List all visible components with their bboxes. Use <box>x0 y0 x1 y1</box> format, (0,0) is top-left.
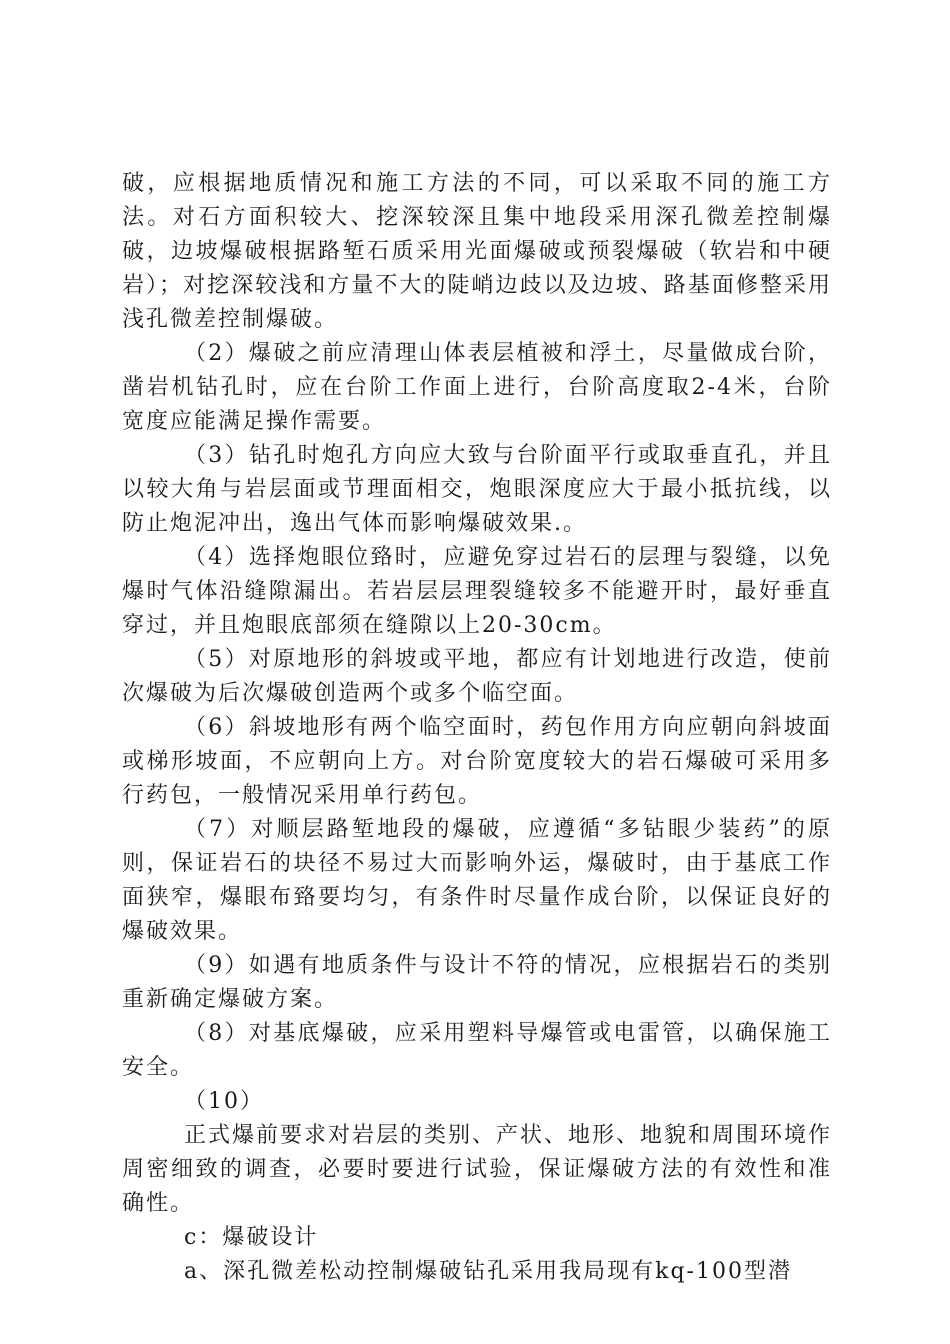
document-body <box>122 167 832 1289</box>
paragraph-item-10-body: 正式爆前要求对岩层的类别、产状、地形、地貌和周围环境作周密细致的调查，必要时要进行试验，保证爆破方法的有效性和准确性。 <box>122 1123 833 1216</box>
paragraph-continuation: 破，应根据地质情况和施工方法的不同，可以采取不同的施工方法。对石方面积较大、挖深较深且集中地段采用深孔微差控制爆破，边坡爆破根据路堑石质采用光面爆破或预裂爆破（软岩和中硬岩）；对挖深较浅和方量不大的陡峭边歧以及边坡、路基面修整采用浅孔微差控制爆破。 <box>122 171 832 332</box>
paragraph-item-8: （8）对基底爆破，应采用塑料导爆管或电雷管，以确保施工安全。 <box>122 1021 832 1080</box>
section-heading-blast-design: c：爆破设计 <box>184 1225 319 1250</box>
paragraph-item-7: （7）对顺层路堑地段的爆破，应遵循“多钻眼少装药”的原则，保证岩石的块径不易过大而影响外运，爆破时，由于基底工作面狭窄，爆眼布臵要均匀，有条件时尽量作成台阶，以保证良好的爆破效果。 <box>122 817 832 944</box>
paragraph-item-10-label: （10） <box>184 1089 264 1114</box>
paragraph-item-4: （4）选择炮眼位臵时，应避免穿过岩石的层理与裂缝，以免爆时气体沿缝隙漏出。若岩层层理裂缝较多不能避开时，最好垂直穿过，并且炮眼底部须在缝隙以上20-30cm。 <box>122 545 832 638</box>
paragraph-item-a: a、深孔微差松动控制爆破钻孔采用我局现有kq-100型潜 <box>184 1259 792 1284</box>
paragraph-item-6: （6）斜坡地形有两个临空面时，药包作用方向应朝向斜坡面或梯形坡面，不应朝向上方。对台阶宽度较大的岩石爆破可采用多行药包，一般情况采用单行药包。 <box>122 715 832 808</box>
paragraph-item-9: （9）如遇有地质条件与设计不符的情况，应根据岩石的类别重新确定爆破方案。 <box>122 953 832 1012</box>
paragraph-item-3: （3）钻孔时炮孔方向应大致与台阶面平行或取垂直孔，并且以较大角与岩层面或节理面相交，炮眼深度应大于最小抵抗线，以防止炮泥冲出，逸出气体而影响爆破效果.。 <box>122 443 832 536</box>
paragraph-item-2: （2）爆破之前应清理山体表层植被和浮土，尽量做成台阶，凿岩机钻孔时，应在台阶工作面上进行，台阶高度取2-4米，台阶宽度应能满足操作需要。 <box>122 341 832 434</box>
paragraph-item-5: （5）对原地形的斜坡或平地，都应有计划地进行改造，使前次爆破为后次爆破创造两个或多个临空面。 <box>122 647 832 706</box>
